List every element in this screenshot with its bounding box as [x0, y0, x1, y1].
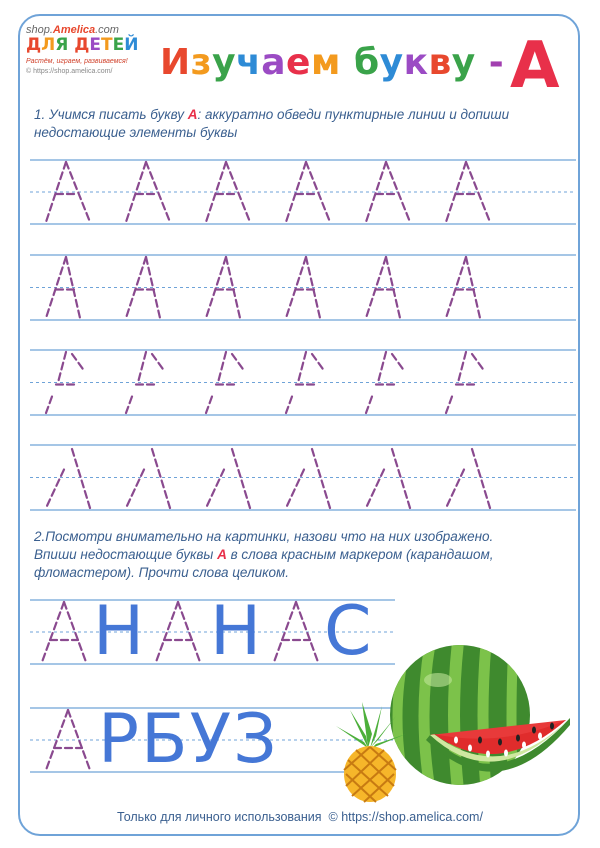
task-2-instructions: 2.Посмотри внимательно на картинки, назови что на них изображено. Впиши недостающие буквы А в слова красным маркером (карандашом, фломастером). Прочти слова целиком.	[34, 529, 494, 580]
trace-stroke-left	[206, 397, 212, 414]
trace-stroke-left	[298, 352, 306, 383]
trace-stroke-left	[126, 397, 132, 414]
footer-link[interactable]: https://shop.amelica.com/	[341, 810, 483, 824]
logo-tagline: Растём, играем, развиваемся!	[26, 58, 128, 65]
trace-stroke-right	[472, 449, 490, 508]
title-char: б	[353, 42, 380, 83]
trace-stroke-left	[218, 352, 226, 383]
trace-stroke-right	[146, 162, 170, 222]
pineapple-picture	[330, 700, 410, 805]
title-char: ч	[236, 42, 262, 83]
title-char: у	[451, 42, 476, 83]
logo-brand-text: ДЛЯ ДЕТЕЙ	[26, 35, 139, 55]
word-letter-n2: Н	[210, 592, 262, 671]
word-letter-n1: Н	[93, 592, 145, 671]
title-letter: А	[510, 29, 560, 103]
trace-stroke-left	[138, 352, 146, 383]
trace-stroke-left	[46, 470, 64, 509]
trace-stroke-left	[446, 397, 452, 414]
title-char: И	[160, 42, 191, 83]
trace-stroke-right	[392, 449, 410, 508]
trace-stroke-right	[152, 449, 170, 508]
title-char: у	[212, 42, 237, 83]
trace-stroke-right	[392, 354, 404, 371]
trace-stroke-left	[286, 397, 292, 414]
trace-stroke-left	[286, 470, 304, 509]
trace-stroke-left	[46, 397, 52, 414]
trace-stroke-right	[232, 449, 250, 508]
footer: Только для личного использования © https://shop.amelica.com/	[117, 810, 483, 824]
task-1-instructions: 1. Учимся писать букву А: аккуратно обведи пунктирные линии и допиши недостающие элементы буквы	[34, 107, 510, 140]
title-char: з	[190, 42, 213, 83]
word-letter-s: С	[324, 592, 372, 671]
title-char: к	[403, 42, 429, 83]
trace-stroke-right	[472, 354, 484, 371]
trace-stroke-left	[458, 352, 466, 383]
word-watermelon-rest: РБУЗ	[98, 700, 279, 779]
trace-stroke-left	[366, 397, 372, 414]
trace-stroke-left	[206, 470, 224, 509]
title-dash: -	[488, 42, 505, 83]
trace-stroke-left	[446, 470, 464, 509]
trace-stroke-right	[312, 354, 324, 371]
trace-stroke-left	[126, 470, 144, 509]
logo-url: © https://shop.amelica.com/	[26, 68, 113, 75]
trace-stroke-right	[312, 449, 330, 508]
trace-stroke-left	[58, 352, 66, 383]
title-char: а	[261, 42, 287, 83]
title-char: в	[428, 42, 452, 83]
title-char: е	[286, 42, 311, 83]
trace-stroke-right	[72, 449, 90, 508]
trace-stroke-left	[378, 352, 386, 383]
trace-stroke-right	[232, 354, 244, 371]
title-char: м	[310, 42, 341, 83]
trace-stroke-right	[72, 354, 84, 371]
title-char: у	[379, 42, 404, 83]
trace-stroke-right	[152, 354, 164, 371]
logo-site: shop.Amelica.com	[26, 24, 119, 36]
trace-stroke-right	[386, 162, 410, 222]
trace-stroke-left	[366, 470, 384, 509]
